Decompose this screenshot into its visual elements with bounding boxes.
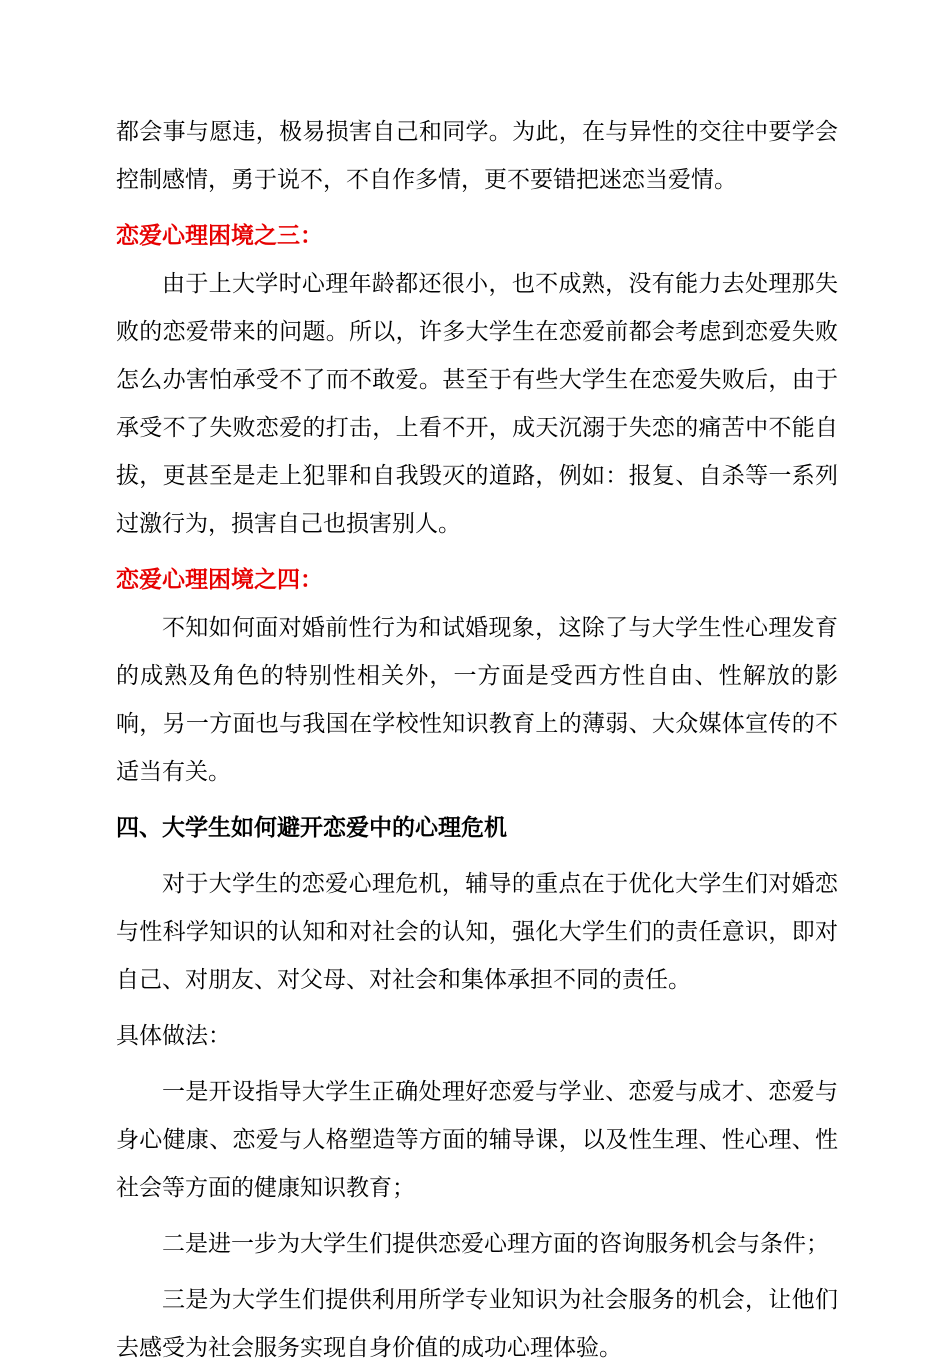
dilemma-four-heading: 恋爱心理困境之四：	[116, 567, 323, 593]
intro-paragraph: 都会事与愿违，极易损害自己和同学。为此，在与异性的交往中要学会控制感情，勇于说不，不自作多情，更不要错把迷恋当爱情。	[116, 119, 838, 193]
section-four-heading: 四、大学生如何避开恋爱中的心理危机	[116, 815, 507, 841]
methods-label: 具体做法：	[116, 1023, 231, 1049]
section-four-paragraph: 对于大学生的恋爱心理危机，辅导的重点在于优化大学生们对婚恋与性科学知识的认知和对社会的认知，强化大学生们的责任意识，即对自己、对朋友、对父母、对社会和集体承担不同的责任。	[116, 871, 838, 993]
method-one-paragraph: 一是开设指导大学生正确处理好恋爱与学业、恋爱与成才、恋爱与身心健康、恋爱与人格塑造等方面的辅导课，以及性生理、性心理、性社会等方面的健康知识教育；	[116, 1079, 838, 1201]
dilemma-three-heading: 恋爱心理困境之三：	[116, 223, 323, 249]
document-body	[116, 108, 838, 1372]
method-two-paragraph: 二是进一步为大学生们提供恋爱心理方面的咨询服务机会与条件；	[162, 1231, 829, 1257]
dilemma-four-paragraph: 不知如何面对婚前性行为和试婚现象，这除了与大学生性心理发育的成熟及角色的特别性相关外，一方面是受西方性自由、性解放的影响，另一方面也与我国在学校性知识教育上的薄弱、大众媒体宣传的不适当有关。	[116, 615, 838, 785]
dilemma-three-paragraph: 由于上大学时心理年龄都还很小，也不成熟，没有能力去处理那失败的恋爱带来的问题。所以，许多大学生在恋爱前都会考虑到恋爱失败怎么办害怕承受不了而不敢爱。甚至于有些大学生在恋爱失败后，由于承受不了失败恋爱的打击，上看不开，成天沉溺于失恋的痛苦中不能自拔，更甚至是走上犯罪和自我毁灭的道路，例如：报复、自杀等一系列过激行为，损害自己也损害别人。	[116, 271, 838, 537]
method-three-paragraph: 三是为大学生们提供利用所学专业知识为社会服务的机会，让他们去感受为社会服务实现自身价值的成功心理体验。	[116, 1287, 838, 1361]
